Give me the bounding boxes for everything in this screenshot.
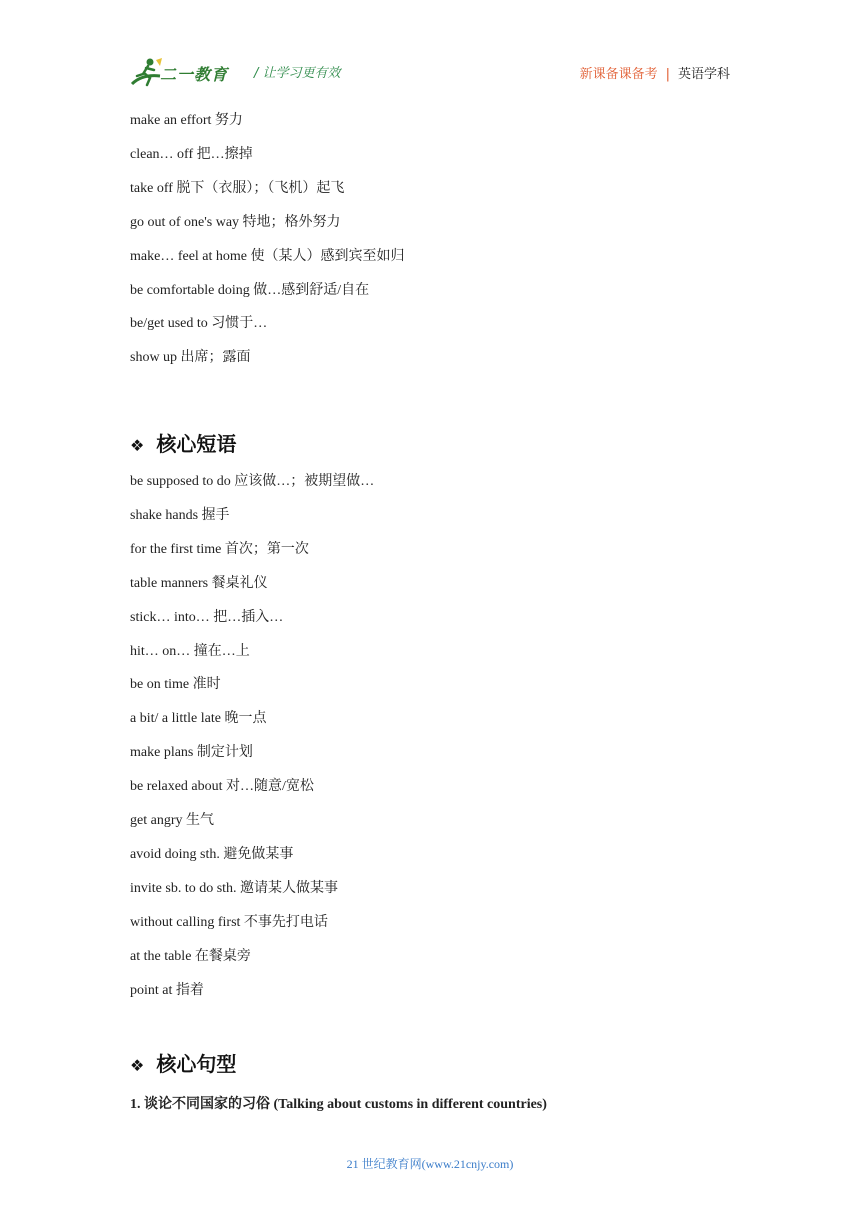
section-heading-core-sentences: [130, 1048, 236, 1077]
phrase-item: be relaxed about 对…随意/宽松: [130, 779, 314, 795]
diamond-bullet-icon: ❖: [130, 436, 145, 455]
phrase-item: go out of one's way 特地；格外努力: [130, 214, 341, 230]
phrase-item: invite sb. to do sth. 邀请某人做某事: [130, 880, 339, 896]
phrase-item: table manners 餐桌礼仪: [130, 575, 268, 591]
phrase-item: be supposed to do 应该做…；被期望做…: [130, 474, 375, 489]
phrase-item: be on time 准时: [130, 677, 221, 693]
header-tag: 新课备课备考: [579, 67, 658, 82]
header-subject-label: 英语学科: [677, 67, 730, 82]
footer-source[interactable]: 21 世纪教育网(www.21cnjy.com): [346, 1157, 514, 1171]
diamond-bullet-icon: ❖: [130, 1056, 145, 1075]
phrase-item: show up 出席；露面: [130, 350, 251, 366]
phrase-item: a bit/ a little late 晚一点: [130, 711, 267, 727]
phrase-item: shake hands 握手: [130, 507, 230, 523]
runner-icon: [130, 56, 164, 90]
phrase-item: at the table 在餐桌旁: [130, 948, 251, 964]
section-title: 核心短语: [156, 432, 237, 456]
logo-text: 二一教育: [160, 65, 229, 84]
phrase-item: point at 指着: [130, 982, 204, 998]
phrase-item: make an effort 努力: [130, 113, 243, 128]
phrase-item: be/get used to 习惯于…: [130, 316, 268, 332]
header-separator: |: [665, 67, 670, 82]
phrase-item: make plans 制定计划: [130, 745, 253, 761]
page-header: [130, 56, 730, 92]
phrase-item: avoid doing sth. 避免做某事: [130, 846, 294, 862]
slogan: / 让学习更有效: [254, 66, 341, 81]
logo: [130, 56, 240, 90]
header-subject: [580, 63, 730, 82]
phrase-item: without calling first 不事先打电话: [130, 914, 328, 930]
phrase-item: make… feel at home 使（某人）感到宾至如归: [130, 248, 405, 264]
section-title: 核心句型: [156, 1052, 237, 1076]
phrase-item: for the first time 首次；第一次: [130, 541, 309, 557]
phrase-item: be comfortable doing 做…感到舒适/自在: [130, 282, 370, 298]
phrase-item: clean… off 把…擦掉: [130, 146, 253, 162]
phrase-item: get angry 生气: [130, 813, 214, 828]
phrase-item: hit… on… 撞在…上: [130, 643, 250, 659]
phrase-item: stick… into… 把…插入…: [130, 609, 284, 625]
subheading-customs: 1. 谈论不同国家的习俗 (Talking about customs in different countries): [130, 1097, 547, 1112]
section-heading-core-phrases: [130, 428, 236, 457]
phrase-item: take off 脱下（衣服）；（飞机）起飞: [130, 180, 345, 196]
